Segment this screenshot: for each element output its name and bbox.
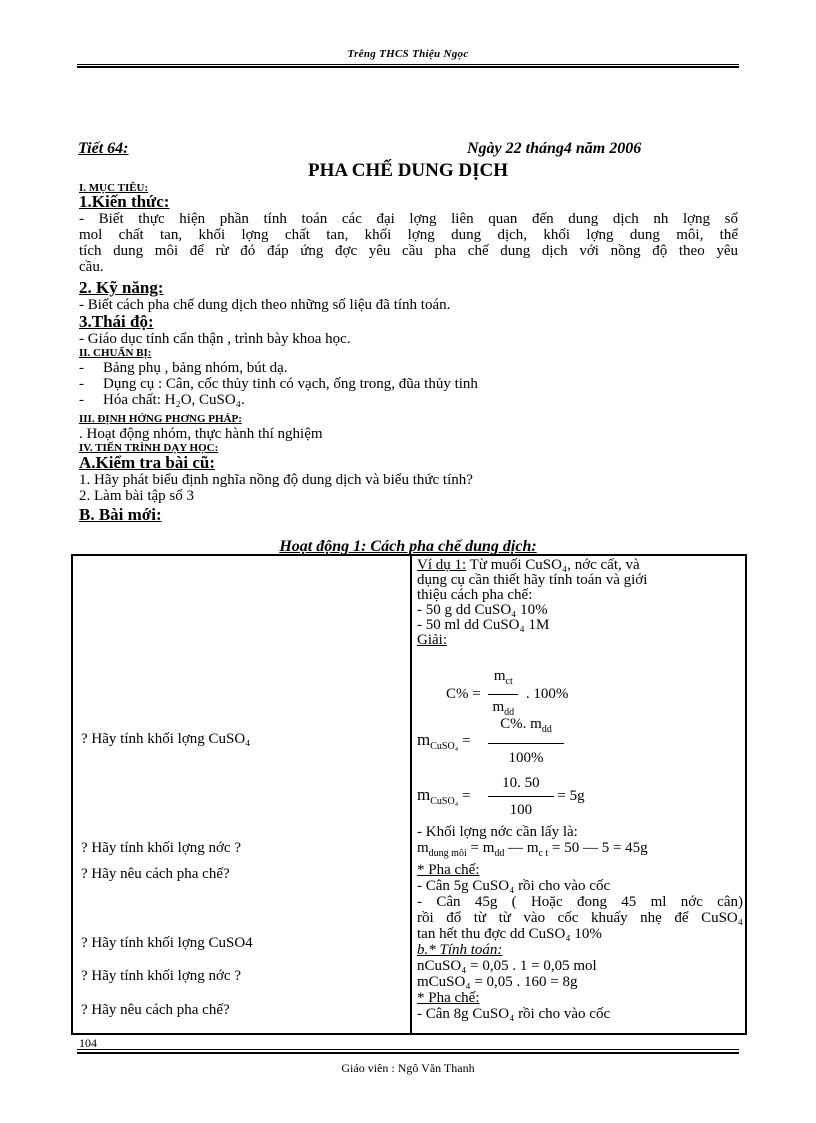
teacher-name: Giáo viên : Ngô Văn Thanh (341, 1061, 475, 1075)
footer-rule-thick (77, 1052, 739, 1054)
subsection-new-lesson: B. Bài mới: (79, 505, 162, 524)
student-answers-column (411, 555, 746, 1034)
formula-concentration: C% = $\frac{m_{ct}}{m_{dd}}$ . 100% (446, 664, 568, 725)
list-item: 1. Hãy phát biểu định nghĩa nồng độ dung dịch và biểu thức tính? (79, 472, 473, 488)
header-rule (77, 64, 739, 65)
list-item: - Bảng phụ , bảng nhóm, bút dạ. (79, 360, 288, 376)
attitude-text: - Giáo dục tính cẩn thận , trình bày khoa học. (79, 331, 351, 347)
question-4: ? Hãy tính khối lợng CuSO4 (81, 935, 253, 951)
knowledge-text: - Biết thực hiện phần tính toán các đại lợng liên quan đến dung dịch nh lợng số mol chất tan, khối lợng chất tan, khối lợng dung dịch, khối lợng dung môi, thể tích dung môi để rừ đó đáp ứng đợc yêu cầu pha chế dung dịch với nồng độ theo yêu cầu. (79, 211, 738, 275)
formula-mass-result: $m_{CuSO_4}$ = $\frac{10. 50}{100}$ = 5g (417, 770, 585, 823)
school-header: Trêng THCS Thiệu Ngọc (347, 48, 469, 60)
preparation-list (79, 360, 478, 408)
example-block: Ví dụ 1: Từ muối CuSO₄, nớc cất, và dụng cụ cần thiết hãy tính toán và giới thiệu cách pha chế: - 50 g dd CuSO₄ 10% - 50 ml dd CuSO₄ 1M Giải: (417, 557, 648, 648)
solution-block: - Khối lợng nớc cần lấy là: $m_{dung môi} = m_{dd}$ — $m_{c t} = 50$ — 5 = 45g * Pha chế: - Cân 5g CuSO₄ rồi cho vào cốc - Cân 45g ( Hoặc đong 45 ml nớc cân) rồi đổ từ từ vào cốc khuấy nhẹ để CuSO₄ tan hết thu đợc dd CuSO₄ 10% b.* Tính toán: nCuSO₄ = 0,05 . 1 = 0,05 mol mCuSO₄ = 0,05 . 160 = 8g * Pha chế: - Cân 8g CuSO₄ rồi cho vào cốc (417, 824, 743, 1022)
section-procedure: IV. TIẾN TRÌNH DẠY HỌC: (79, 442, 219, 454)
question-3: ? Hãy nêu cách pha chế? (81, 866, 230, 882)
review-list (79, 472, 473, 504)
lesson-date: Ngày 22 tháng4 năm 2006 (467, 140, 642, 157)
skills-text: - Biết cách pha chế dung dịch theo những số liệu đã tính toán. (79, 297, 451, 313)
list-item: - Hóa chất: H₂O, CuSO₄. (79, 392, 245, 408)
list-item: - Dụng cụ : Cân, cốc thủy tinh có vạch, ống trong, đũa thủy tinh (79, 376, 478, 392)
question-1: ? Hãy tính khối lợng CuSO₄ (81, 731, 251, 747)
section-orientation: III. ĐỊNH HỚNG PHƠNG PHÁP: (79, 413, 242, 425)
section-preparation: II. CHUẨN BỊ: (79, 347, 152, 359)
activity-table (71, 554, 747, 1035)
lesson-number: Tiết 64: (78, 140, 129, 157)
subsection-attitude: 3.Thái độ: (79, 312, 154, 331)
subsection-knowledge: 1.Kiến thức: (79, 192, 170, 211)
footer-rule (77, 1049, 739, 1050)
subsection-review: A.Kiểm tra bài cũ: (79, 453, 215, 472)
activity-title: Hoạt động 1: Cách pha chế dung dịch: (279, 538, 537, 555)
question-6: ? Hãy nêu cách pha chế? (81, 1002, 230, 1018)
question-2: ? Hãy tính khối lợng nớc ? (81, 840, 241, 856)
page-number: 104 (79, 1036, 97, 1050)
header-rule-thick (77, 66, 739, 68)
question-5: ? Hãy tính khối lợng nớc ? (81, 968, 241, 984)
formula-mass-solute: $m_{CuSO_4}$ = $\frac{C\%. m_{dd}}{100\%}$ (417, 711, 564, 772)
subsection-skills: 2. Kỹ năng: (79, 278, 164, 297)
orientation-text: . Hoạt động nhóm, thực hành thí nghiệm (79, 426, 323, 442)
page-title: PHA CHẾ DUNG DỊCH (307, 160, 509, 181)
teacher-questions-column (72, 555, 411, 1034)
list-item: 2. Làm bài tập số 3 (79, 488, 194, 504)
section-objectives: I. MỤC TIÊU: (79, 182, 149, 194)
